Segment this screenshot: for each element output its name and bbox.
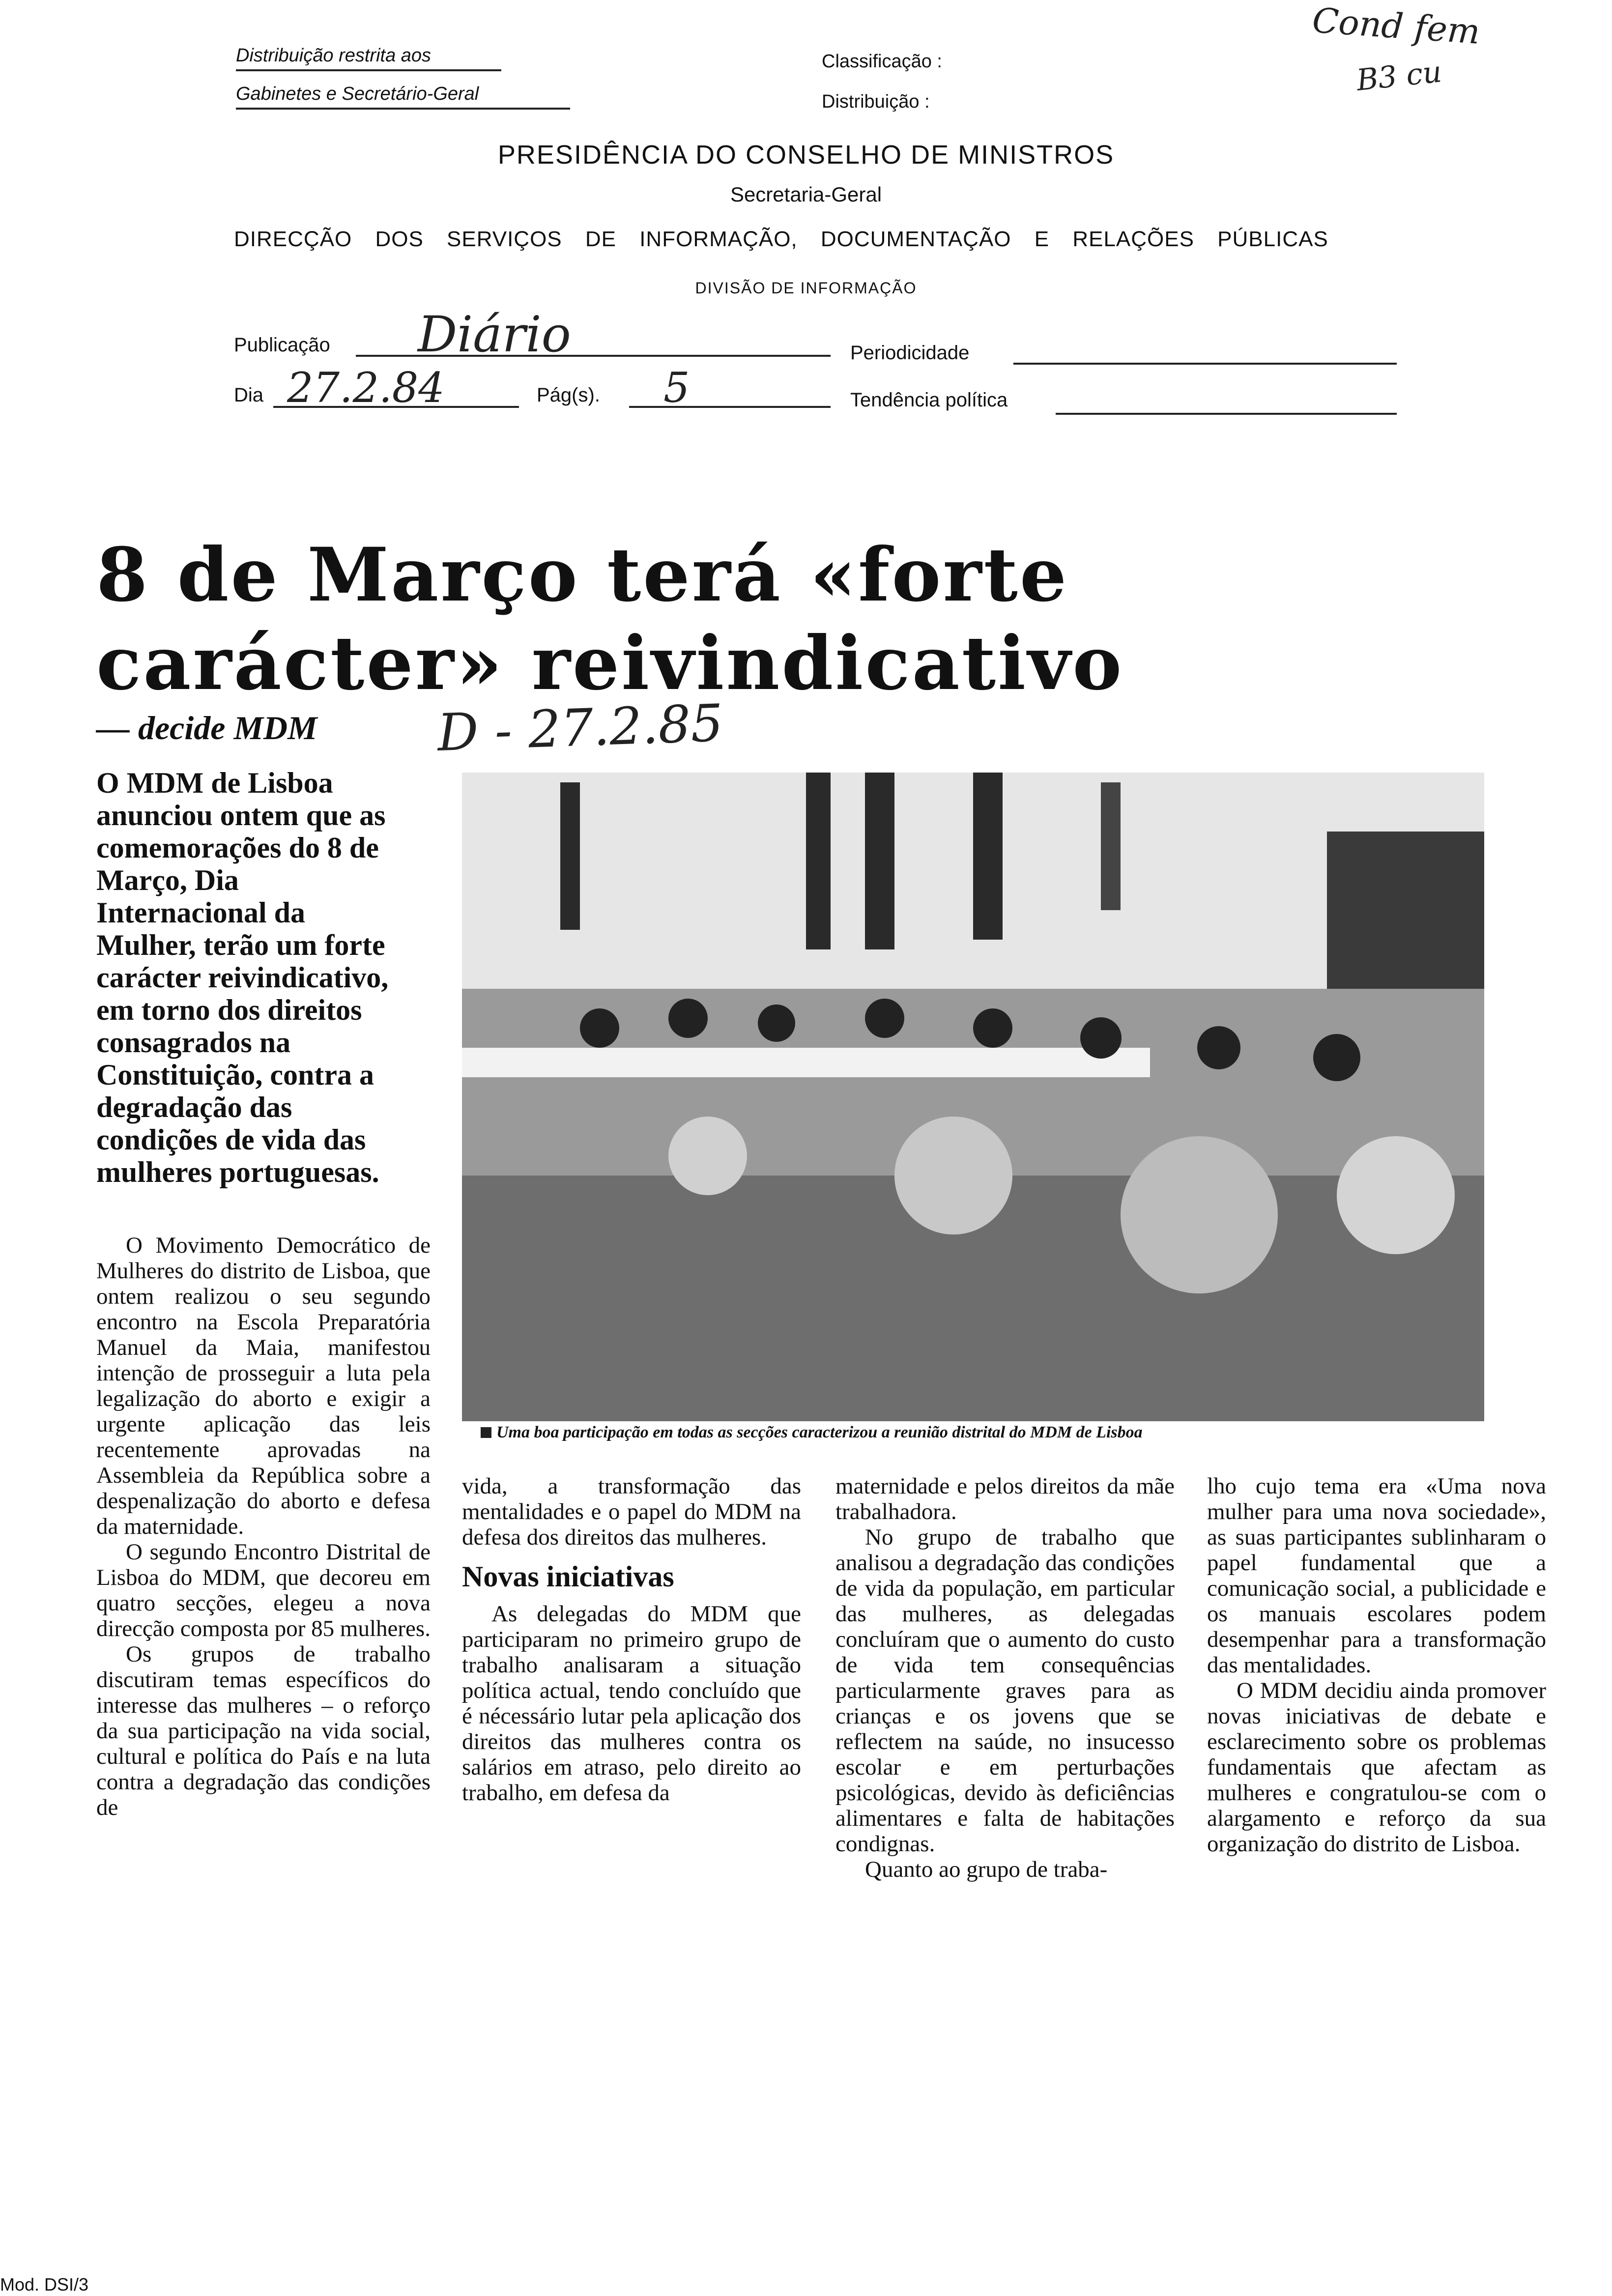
photo-illustration	[462, 773, 1484, 1421]
distribution-label: Distribuição :	[822, 91, 930, 112]
column-2-paragraph-1: vida, a transformação das mentalidades e o papel do MDM na defesa dos direitos das mulheres.	[462, 1473, 801, 1550]
column-3	[835, 1473, 1175, 1882]
column-4-paragraph-1: lho cujo tema era «Uma nova mulher para uma nova sociedade», as suas participantes sublinharam o papel fundamental que a comunicação social, a publicidade e os manuais escolares podem desempenhar para a transformação das mentalidades.	[1207, 1473, 1546, 1678]
tendency-line	[1056, 413, 1397, 415]
periodicity-line	[1013, 363, 1397, 365]
headline-line-1: 8 de Março terá «forte	[96, 532, 1069, 618]
column-1-paragraph-1: O Movimento Democrático de Mulheres do distrito de Lisboa, que ontem realizou o seu segundo encontro na Escola Preparatória Manuel da Maia, manifestou intenção de prosseguir a luta pela legalização do aborto e exigir a urgente aplicação das leis recentemente aprovadas na Assembleia da República sobre a despenalização do aborto e defesa da maternidade.	[96, 1233, 431, 1539]
secretariat-title: Secretaria-Geral	[730, 183, 882, 206]
article-photo	[462, 773, 1484, 1421]
day-label: Dia	[234, 384, 264, 406]
pages-line	[629, 406, 831, 408]
handwritten-corner-note: Cond fem	[1311, 0, 1482, 52]
column-4	[1207, 1473, 1546, 1857]
subheadline: — decide MDM	[96, 709, 317, 746]
publication-value: Diário	[418, 306, 571, 363]
tendency-label: Tendência política	[850, 389, 1008, 411]
handwritten-reference: D - 27.2.85	[436, 692, 724, 763]
division-title: DIVISÃO DE INFORMAÇÃO	[695, 279, 917, 297]
pages-value: 5	[663, 364, 690, 412]
column-2-paragraph-2: As delegadas do MDM que participaram no primeiro grupo de trabalho analisaram a situação política actual, tendo concluído que é nécessário lutar pela aplicação dos direitos das mulheres contra os salários em atraso, pelo direito ao trabalho, em defesa da	[462, 1601, 801, 1806]
distribution-restricted-line2: Gabinetes e Secretário-Geral	[236, 84, 570, 110]
handwritten-corner-note-2: B3 cu	[1354, 55, 1443, 98]
periodicity-label: Periodicidade	[850, 342, 970, 364]
pages-label: Pág(s).	[537, 384, 600, 406]
column-3-paragraph-1: maternidade e pelos direitos da mãe trabalhadora.	[835, 1473, 1175, 1524]
article-lede: O MDM de Lisboa anunciou ontem que as comemorações do 8 de Março, Dia Internacional da Mulher, terão um forte carácter reivindicativo, em torno dos direitos consagrados na Constituição, contra a degradação das condições de vida das mulheres portuguesas.	[96, 767, 389, 1188]
publication-label: Publicação	[234, 334, 330, 356]
column-1	[96, 1233, 431, 1820]
column-4-paragraph-2: O MDM decidiu ainda promover novas iniciativas de debate e esclarecimento sobre os problemas fundamentais que afectam as mulheres e congratulou-se com o alargamento e reforço da sua organização do distrito de Lisboa.	[1207, 1678, 1546, 1857]
column-3-paragraph-2: No grupo de trabalho que analisou a degradação das condições de vida da população, em particular das mulheres, as delegadas concluíram que o aumento do custo de vida tem consequências particularmente graves para as crianças e os jovens que se reflectem na saúde, no insucesso escolar e em perturbações psicológicas, devido às deficiências alimentares e falta de habitações condignas.	[835, 1524, 1175, 1857]
column-2-heading: Novas iniciativas	[462, 1560, 674, 1593]
caption-bullet-icon	[481, 1427, 491, 1438]
column-2	[462, 1473, 801, 1806]
classification-label: Classificação :	[822, 51, 942, 72]
column-1-paragraph-3: Os grupos de trabalho discutiram temas específicos do interesse das mulheres – o reforço da sua participação na vida social, cultural e política do País e na luta contra a degradação das condições de	[96, 1641, 431, 1820]
photo-caption: Uma boa participação em todas as secções caracterizou a reunião distrital do MDM de Lisboa	[496, 1423, 1143, 1441]
direction-title: DIRECÇÃO DOS SERVIÇOS DE INFORMAÇÃO, DOCUMENTAÇÃO E RELAÇÕES PÚBLICAS	[234, 227, 1328, 251]
form-code: Mod. DSI/3	[0, 2274, 89, 2295]
day-value: 27.2.84	[287, 364, 445, 412]
column-3-paragraph-3: Quanto ao grupo de traba-	[865, 1857, 1108, 1882]
ministry-title: PRESIDÊNCIA DO CONSELHO DE MINISTROS	[497, 140, 1115, 170]
column-1-paragraph-2: O segundo Encontro Distrital de Lisboa do MDM, que decoreu em quatro secções, elegeu a nova direcção composta por 85 mulheres.	[96, 1539, 431, 1641]
distribution-restricted-line1: Distribuição restrita aos	[236, 45, 501, 71]
headline-line-2: carácter» reivindicativo	[96, 620, 1124, 707]
